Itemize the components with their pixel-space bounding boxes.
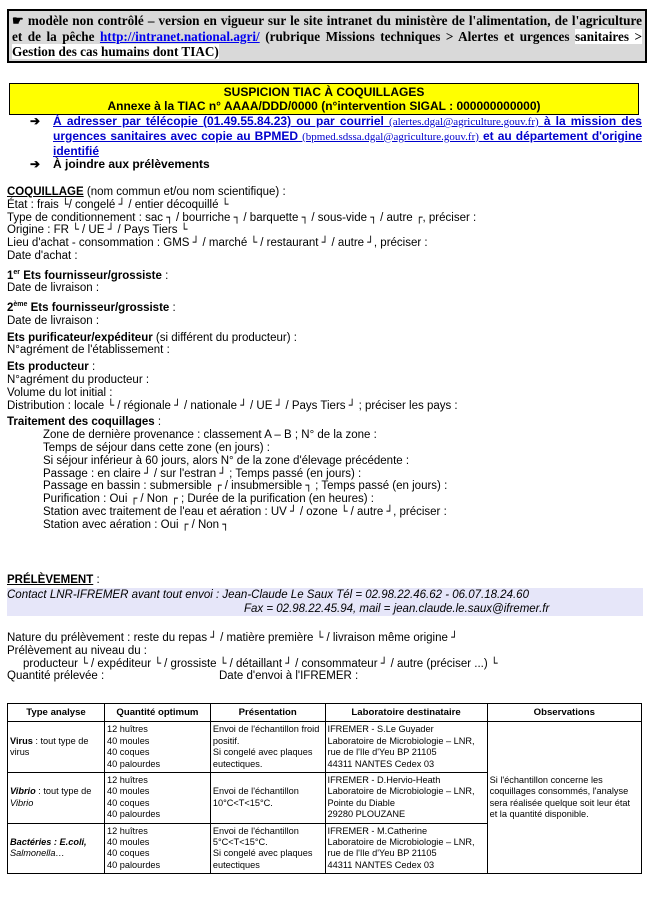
table-row bbox=[8, 722, 642, 773]
contact-line-1: Contact LNR-IFREMER avant tout envoi : Jean-Claude Le Saux Tél = 02.98.22.46.62 - 06.07.18.24.60 bbox=[7, 589, 529, 601]
zone-field[interactable]: Zone de dernière provenance : classement A – B ; N° de la zone : bbox=[43, 429, 377, 442]
cell-type: Virus : tout type de virus bbox=[8, 722, 105, 773]
checkbox-reste-repas[interactable]: ┘ bbox=[210, 631, 217, 644]
checkbox-expediteur[interactable]: └ bbox=[154, 656, 161, 670]
header-quantite: Quantité optimum bbox=[105, 704, 211, 722]
checkbox-autre-conditionnement[interactable]: ┌ bbox=[415, 210, 423, 224]
niveau-label: Prélèvement au niveau du : bbox=[7, 644, 148, 657]
cell-laboratoire: IFREMER - D.Hervio-Heath Laboratoire de Microbiologie – LNR, Pointe du Diable 29280 PLOUZANE bbox=[325, 773, 487, 824]
checkbox-ue[interactable]: ┘ bbox=[107, 223, 115, 237]
purificateur-heading: Ets purificateur/expéditeur bbox=[7, 331, 153, 344]
notice-text: modèle non contrôlé – version en vigueur sur le site intranet du ministère de l'alimentation, de l'agriculture et de la pêche bbox=[12, 13, 642, 44]
checkbox-insubmersible[interactable]: ┐ bbox=[305, 479, 312, 493]
origine-field: Origine : FR └ / UE ┘ / Pays Tiers └ bbox=[7, 223, 188, 237]
cell-laboratoire: IFREMER - M.Catherine Laboratoire de Microbiologie – LNR, rue de l'Ile d'Yeu BP 21105 44311 NANTES Cedex 03 bbox=[325, 823, 487, 874]
checkbox-ozone[interactable]: └ bbox=[340, 504, 348, 518]
checkbox-autre-niveau[interactable]: └ bbox=[490, 656, 498, 670]
fournisseur1-heading: 1er Ets fournisseur/grossiste bbox=[7, 268, 162, 282]
checkbox-autre-lieu[interactable]: ┘ bbox=[367, 236, 374, 250]
header-presentation: Présentation bbox=[210, 704, 325, 722]
fournisseur1-date-field[interactable]: Date de livraison : bbox=[7, 282, 100, 295]
checkbox-aeration-non[interactable]: ┐ bbox=[222, 517, 229, 531]
checkbox-marche[interactable]: └ bbox=[250, 236, 258, 250]
cell-observations: Si l'échantillon concerne les coquillages consommés, l'analyse sera réalisée quelque soit leur état et la quantité disponible. bbox=[487, 722, 641, 874]
checkbox-fr[interactable]: └ bbox=[72, 223, 79, 237]
checkbox-autre-station[interactable]: ┘ bbox=[386, 504, 394, 518]
conditionnement-field: Type de conditionnement : sac ┐ / bourriche ┐ / barquette ┐ / sous-vide ┐ / autre ┌, préciser : bbox=[7, 210, 477, 224]
cell-presentation: Envoi de l'échantillon froid positif. Si congelé avec plaques eutectiques. bbox=[210, 722, 325, 773]
intranet-link[interactable]: http://intranet.national.agri/ bbox=[99, 28, 260, 44]
coquillage-section: COQUILLAGE (nom commun et/ou nom scientifique) : État : frais └/ congelé ┘ / entier décoquillé └ Type de conditionnement : sac ┐ / bourriche ┐ / barquette ┐ / sous-vide ┐ / autre ┌, préciser : Origine : FR └ / UE ┘ / Pays Tiers └ Lieu d'achat - consommation : GMS ┘ / marché └ / restaurant ┘ / autre ┘, préciser : Date d'achat : 1er Ets fournisseur/grossiste : Date de livraison : 2ème Ets fournisseur/grossiste : Date de livraison : Ets purificateur/expéditeur (si différent du producteur) : N°agrément de l'établissement : Ets producteur : N°agrément du producteur : Volume du lot initial : Distribution : locale └ / régionale ┘ / nationale ┘ / UE ┘ / Pays Tiers ┘ ; préciser les pays : Traitement des coquillages : Zone de dernière provenance : classement A – B ; N° de la zone : Temps de séjour dans cette zone (en jours) : Si séjour inférieur à 60 jours, alors N° de la zone d'élevage précédente : Passage : en claire ┘ / sur l'estran ┘ ; Temps passé (en jours) : Passage en bassin : submersible ┌ / insubmersible ┐ ; Temps passé (en jours) : Purification : Oui ┌ / Non ┌ ; Durée de la purification (en heures) : Station avec traitement de l'eau et aération : UV ┘ / ozone └ / autre ┘, préciser : Station avec aération : Oui ┌ / Non ┐ bbox=[7, 186, 477, 531]
zone-precedente-field[interactable]: Si séjour inférieur à 60 jours, alors N° de la zone d'élevage précédente : bbox=[43, 454, 410, 467]
prelevement-heading: PRÉLÈVEMENT bbox=[7, 574, 94, 586]
arrow-right-icon: ➔ bbox=[30, 157, 41, 172]
checkbox-congele[interactable]: ┘ bbox=[118, 197, 126, 211]
checkbox-frais[interactable]: └ bbox=[61, 197, 69, 211]
checkbox-purification-non[interactable]: ┌ bbox=[171, 492, 178, 506]
purification-field: Purification : Oui ┌ / Non ┌ ; Durée de la purification (en heures) : bbox=[43, 492, 374, 506]
station-aeration-field: Station avec aération : Oui ┌ / Non ┐ bbox=[43, 517, 229, 531]
checkbox-pays-tiers[interactable]: └ bbox=[180, 223, 188, 237]
cell-quantite: 12 huîtres 40 moules 40 coques 40 palourdes bbox=[105, 823, 211, 874]
etat-field: État : frais └/ congelé ┘ / entier décoquillé └ bbox=[7, 197, 229, 211]
cell-quantite: 12 huîtres 40 moules 40 coques 40 palourdes bbox=[105, 722, 211, 773]
checkbox-uv[interactable]: ┘ bbox=[290, 504, 297, 518]
notice-text-rubrique: (rubrique Missions techniques > Alertes et urgences bbox=[265, 28, 570, 44]
checkbox-consommateur[interactable]: ┘ bbox=[380, 656, 388, 670]
temps-sejour-field[interactable]: Temps de séjour dans cette zone (en jours) : bbox=[43, 442, 270, 454]
bassin-field: Passage en bassin : submersible ┌ / insubmersible ┐ ; Temps passé (en jours) : bbox=[43, 479, 448, 493]
checkbox-sous-vide[interactable]: ┐ bbox=[370, 210, 377, 224]
form-banner bbox=[9, 83, 639, 115]
instruction-attach bbox=[30, 158, 642, 172]
producteur-heading: Ets producteur bbox=[7, 361, 89, 374]
nature-field: Nature du prélèvement : reste du repas ┘ / matière première └ / livraison même origine ┘ bbox=[7, 631, 458, 644]
cell-presentation: Envoi de l'échantillon 10°C<T<15°C. bbox=[210, 773, 325, 824]
fournisseur2-heading: 2ème Ets fournisseur/grossiste bbox=[7, 301, 170, 315]
checkbox-bourriche[interactable]: ┐ bbox=[233, 210, 241, 224]
checkbox-sac[interactable]: ┐ bbox=[166, 210, 173, 224]
checkbox-detaillant[interactable]: ┘ bbox=[285, 656, 292, 670]
header-type: Type analyse bbox=[8, 704, 105, 722]
send-instruction-link[interactable]: À adresser par télécopie (01.49.55.84.23) ou par courriel (alertes.dgal@agriculture.gouv.fr) à la mission des urgences sanitaires avec copie au BPMED (bpmed.sdssa.dgal@agriculture.gouv.fr) et au département d'origine identifié bbox=[53, 114, 642, 158]
checkbox-decoquille[interactable]: └ bbox=[221, 197, 229, 211]
analysis-table bbox=[7, 703, 642, 874]
form-subtitle: Annexe à la TIAC n° AAAA/DDD/0000 (n°intervention SIGAL : 000000000000) bbox=[107, 99, 541, 113]
coquillage-heading-suffix: (nom commun et/ou nom scientifique) : bbox=[83, 186, 286, 198]
checkbox-distribution-ue[interactable]: ┘ bbox=[275, 398, 283, 412]
fournisseur2-date-field[interactable]: Date de livraison : bbox=[7, 314, 100, 327]
volume-lot-field[interactable]: Volume du lot initial : bbox=[7, 386, 113, 399]
date-envoi-field[interactable]: Date d'envoi à l'IFREMER : bbox=[219, 670, 359, 683]
cell-laboratoire: IFREMER - S.Le Guyader Laboratoire de Microbiologie – LNR, rue de l'Ile d'Yeu BP 21105 44311 NANTES Cedex 03 bbox=[325, 722, 487, 773]
date-achat-field[interactable]: Date d'achat : bbox=[7, 249, 78, 262]
table-header-row bbox=[8, 704, 642, 722]
checkbox-livraison[interactable]: ┘ bbox=[451, 631, 458, 644]
cell-presentation: Envoi de l'échantillon 5°C<T<15°C. Si congelé avec plaques eutectiques bbox=[210, 823, 325, 874]
contact-line-2: Fax = 02.98.22.45.94, mail = jean.claude.le.saux@ifremer.fr bbox=[244, 603, 550, 615]
producteur-agrement-field[interactable]: N°agrément du producteur : bbox=[7, 374, 150, 387]
ifremer-contact bbox=[7, 588, 643, 616]
form-title: SUSPICION TIAC À COQUILLAGES bbox=[223, 85, 425, 99]
checkbox-claire[interactable]: ┘ bbox=[144, 466, 151, 480]
checkbox-estran[interactable]: ┘ bbox=[219, 466, 226, 480]
cell-type: Vibrio : tout type de Vibrio bbox=[8, 773, 105, 824]
niveau-field: producteur └ / expéditeur └ / grossiste └ / détaillant ┘ / consommateur ┘ / autre (préciser ...) └ bbox=[23, 656, 498, 670]
cell-quantite: 12 huîtres 40 moules 40 coques 40 palourdes bbox=[105, 773, 211, 824]
checkbox-nationale[interactable]: ┘ bbox=[240, 398, 247, 412]
prelevement-section bbox=[7, 632, 498, 683]
pointing-hand-icon: ☛ bbox=[12, 13, 24, 28]
checkbox-regionale[interactable]: ┘ bbox=[174, 398, 181, 412]
uncontrolled-model-notice bbox=[7, 9, 647, 63]
station-eau-field: Station avec traitement de l'eau et aération : UV ┘ / ozone └ / autre ┘, préciser : bbox=[43, 504, 447, 518]
traitement-heading: Traitement des coquillages bbox=[7, 416, 155, 429]
checkbox-purification-oui[interactable]: ┌ bbox=[130, 492, 138, 506]
checkbox-restaurant[interactable]: ┘ bbox=[321, 236, 329, 250]
header-laboratoire: Laboratoire destinataire bbox=[325, 704, 487, 722]
prelevement-heading-line: PRÉLÈVEMENT : bbox=[7, 574, 100, 586]
lieu-achat-field: Lieu d'achat - consommation : GMS ┘ / marché └ / restaurant ┘ / autre ┘, préciser : bbox=[7, 236, 428, 250]
instructions bbox=[30, 115, 642, 172]
checkbox-grossiste[interactable]: └ bbox=[219, 656, 227, 670]
coquillage-heading: COQUILLAGE bbox=[7, 186, 84, 198]
distribution-field: Distribution : locale └ / régionale ┘ / nationale ┘ / UE ┘ / Pays Tiers ┘ ; préciser les pays : bbox=[7, 398, 458, 412]
checkbox-gms[interactable]: ┘ bbox=[192, 236, 200, 250]
instruction-send bbox=[30, 115, 642, 158]
checkbox-producteur[interactable]: └ bbox=[81, 656, 88, 670]
checkbox-locale[interactable]: └ bbox=[107, 398, 114, 412]
checkbox-distribution-pays-tiers[interactable]: ┘ bbox=[348, 398, 356, 412]
attach-instruction-text: À joindre aux prélèvements bbox=[53, 157, 210, 172]
purificateur-agrement-field[interactable]: N°agrément de l'établissement : bbox=[7, 344, 170, 357]
quantite-field[interactable]: Quantité prélevée : bbox=[7, 670, 105, 683]
passage-field: Passage : en claire ┘ / sur l'estran ┘ ; Temps passé (en jours) : bbox=[43, 466, 362, 480]
notice-text-path: sanitaires > Gestion des cas humains dont TIAC) bbox=[12, 28, 643, 59]
checkbox-matiere-premiere[interactable]: └ bbox=[316, 631, 324, 644]
arrow-right-icon: ➔ bbox=[30, 114, 41, 128]
header-observations: Observations bbox=[487, 704, 641, 722]
checkbox-aeration-oui[interactable]: ┌ bbox=[181, 517, 189, 531]
cell-type: Bactéries : E.coli, Salmonella… bbox=[8, 823, 105, 874]
checkbox-submersible[interactable]: ┌ bbox=[214, 479, 222, 493]
checkbox-barquette[interactable]: ┐ bbox=[301, 210, 309, 224]
